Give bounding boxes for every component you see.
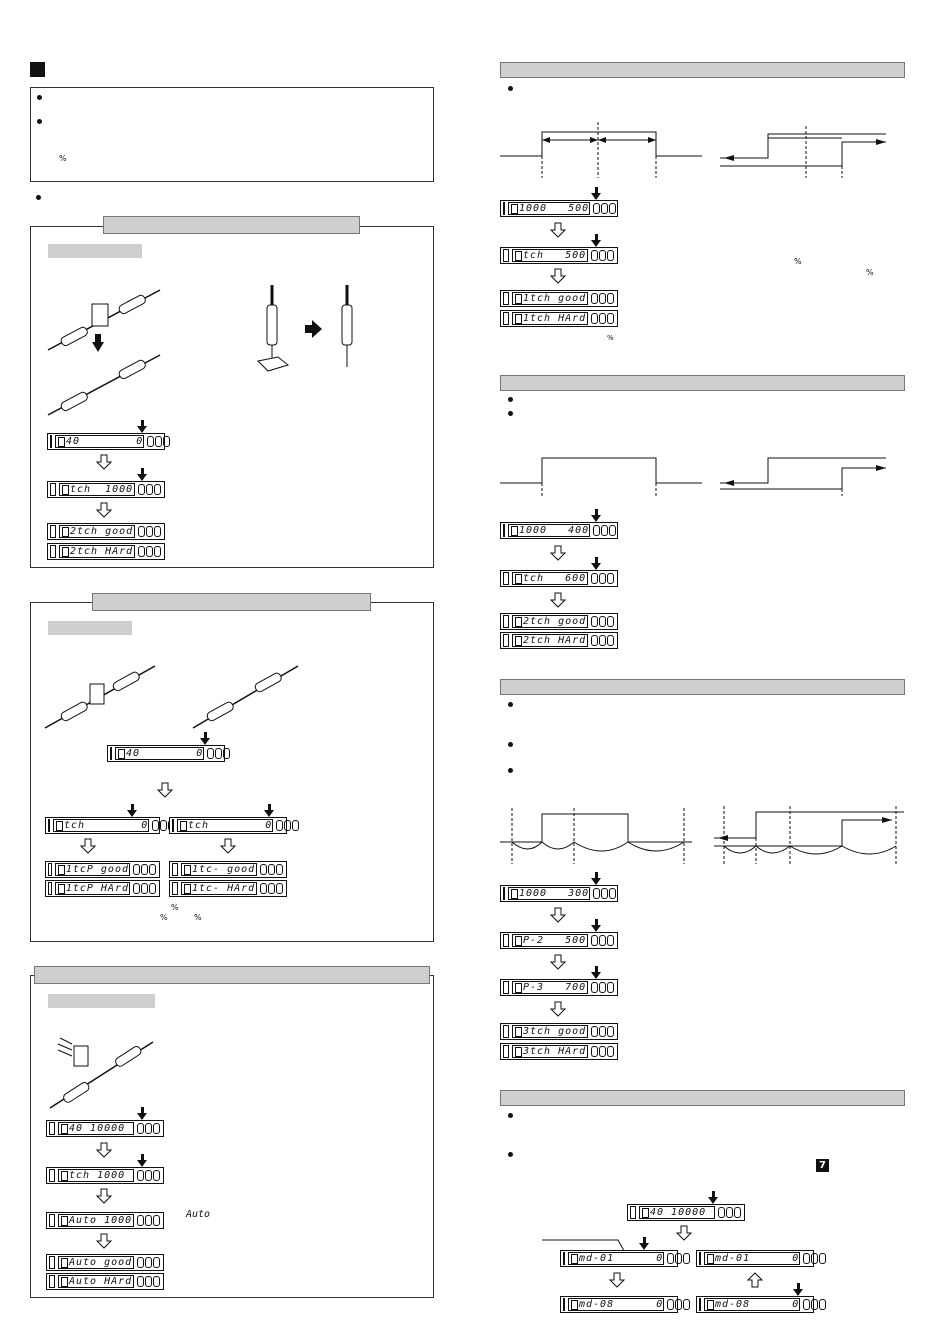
press-arrow-icon xyxy=(591,193,601,200)
lcd-display xyxy=(107,745,225,762)
lcd-display xyxy=(46,1167,164,1184)
lcd-display xyxy=(47,523,165,540)
press-arrow-icon xyxy=(591,878,601,885)
lcd-text: Auto 1000 xyxy=(58,1214,134,1227)
lcd-display xyxy=(500,613,618,630)
next-arrow-icon xyxy=(550,268,566,284)
lcd-text: 3tch HArd xyxy=(512,1045,588,1058)
lcd-text: tch 1000 xyxy=(59,483,135,496)
next-arrow-icon xyxy=(96,1188,112,1204)
press-arrow-icon xyxy=(137,474,147,481)
probe-illustration xyxy=(250,285,370,375)
lcd-display xyxy=(500,632,618,649)
lcd-text: P-2 500 xyxy=(512,934,588,947)
lcd-display xyxy=(696,1296,814,1313)
bullet xyxy=(37,95,42,100)
press-arrow-icon xyxy=(200,738,210,745)
press-arrow-icon xyxy=(137,426,147,433)
lcd-text: 1000 300 xyxy=(508,887,590,900)
lcd-display xyxy=(46,1273,164,1290)
bullet xyxy=(508,397,513,402)
percent-sign: % xyxy=(171,903,179,912)
timing-diagram xyxy=(712,806,906,864)
lcd-text: 3tch good xyxy=(512,1025,588,1038)
fiber-illustration xyxy=(40,660,170,732)
lcd-display xyxy=(500,979,618,996)
lcd-text: Auto HArd xyxy=(58,1275,134,1288)
lcd-text: 40 0 xyxy=(115,747,204,760)
press-arrow-icon xyxy=(127,810,137,817)
lcd-display xyxy=(169,861,287,878)
press-arrow-icon xyxy=(591,240,601,247)
bullet xyxy=(37,119,42,124)
next-arrow-icon xyxy=(96,502,112,518)
lcd-text: 1tc- HArd xyxy=(181,882,257,895)
lcd-display xyxy=(500,522,618,539)
timing-diagram xyxy=(718,456,890,496)
lcd-display xyxy=(500,310,618,327)
lcd-display xyxy=(560,1250,678,1267)
bullet xyxy=(508,411,513,416)
lcd-display xyxy=(45,861,160,878)
press-arrow-icon xyxy=(591,515,601,522)
lcd-text: tch 1000 xyxy=(58,1169,134,1182)
lcd-display xyxy=(500,247,618,264)
lcd-text: 2tch HArd xyxy=(59,545,135,558)
lcd-display xyxy=(696,1250,814,1267)
lcd-text: 40 0 xyxy=(55,435,144,448)
percent-sign: % xyxy=(607,334,614,342)
lcd-text: 1000 500 xyxy=(508,202,590,215)
sub-header xyxy=(48,244,142,258)
lcd-display xyxy=(169,880,287,897)
lcd-display xyxy=(46,1254,164,1271)
lcd-display xyxy=(500,1023,618,1040)
bullet xyxy=(508,1113,513,1118)
bullet xyxy=(508,1152,513,1157)
next-arrow-icon xyxy=(80,838,96,854)
lcd-display xyxy=(169,817,287,834)
bullet xyxy=(508,742,513,747)
section-header xyxy=(500,375,905,391)
percent-sign: % xyxy=(794,257,802,266)
section-header xyxy=(500,62,905,78)
press-arrow-icon xyxy=(591,563,601,570)
section-marker xyxy=(30,62,45,77)
lcd-display xyxy=(500,200,618,217)
press-arrow-icon xyxy=(708,1197,718,1204)
lcd-display xyxy=(46,1212,164,1229)
sub-header xyxy=(48,621,132,635)
auto-label: Auto xyxy=(186,1209,211,1220)
percent-sign: % xyxy=(160,913,168,922)
next-arrow-icon xyxy=(96,1142,112,1158)
lcd-text: tch 0 xyxy=(177,819,273,832)
notes-box xyxy=(30,87,434,182)
press-arrow-icon xyxy=(137,1160,147,1167)
lcd-text: P-3 700 xyxy=(512,981,588,994)
lcd-text: md-08 0 xyxy=(704,1298,800,1311)
lcd-text: md-08 0 xyxy=(568,1298,664,1311)
fiber-illustration xyxy=(40,280,170,420)
moving-object-illustration xyxy=(48,1030,158,1110)
next-arrow-icon xyxy=(550,954,566,970)
timing-diagram xyxy=(718,122,890,178)
percent-sign: % xyxy=(194,913,202,922)
lcd-display xyxy=(45,817,160,834)
up-arrow-icon xyxy=(747,1272,763,1288)
box-header xyxy=(103,216,360,234)
next-arrow-icon xyxy=(550,907,566,923)
lcd-text: 40 10000 xyxy=(58,1122,134,1135)
bullet xyxy=(508,702,513,707)
next-arrow-icon xyxy=(550,1001,566,1017)
next-arrow-icon xyxy=(220,838,236,854)
lcd-display xyxy=(45,880,160,897)
lcd-display xyxy=(46,1120,164,1137)
section-number-badge: 7 xyxy=(816,1159,829,1172)
press-arrow-icon xyxy=(264,810,274,817)
press-arrow-icon xyxy=(591,925,601,932)
bullet xyxy=(36,195,41,200)
press-arrow-icon xyxy=(793,1289,803,1296)
next-arrow-icon xyxy=(157,782,173,798)
lcd-text: 2tch good xyxy=(59,525,135,538)
press-arrow-icon xyxy=(591,972,601,979)
lcd-text: 2tch HArd xyxy=(512,634,588,647)
timing-diagram xyxy=(498,122,708,178)
timing-diagram xyxy=(498,808,698,864)
next-arrow-icon xyxy=(96,454,112,470)
next-arrow-icon xyxy=(550,545,566,561)
lcd-display xyxy=(47,433,165,450)
lcd-display xyxy=(500,570,618,587)
lcd-display xyxy=(500,290,618,307)
bullet xyxy=(508,768,513,773)
lcd-text: 1000 400 xyxy=(508,524,590,537)
lcd-text: md-01 0 xyxy=(704,1252,800,1265)
press-arrow-icon xyxy=(639,1243,649,1250)
next-arrow-icon xyxy=(550,592,566,608)
box-header xyxy=(92,593,371,611)
lcd-text: 1tch good xyxy=(512,292,588,305)
lcd-text: tch 600 xyxy=(512,572,588,585)
lcd-display xyxy=(560,1296,678,1313)
lcd-text: tch 500 xyxy=(512,249,588,262)
lcd-text: Auto good xyxy=(58,1256,134,1269)
lcd-text: tch 0 xyxy=(53,819,149,832)
lcd-text: md-01 0 xyxy=(568,1252,664,1265)
next-arrow-icon xyxy=(550,222,566,238)
fiber-illustration xyxy=(188,660,308,732)
next-arrow-icon xyxy=(676,1225,692,1241)
bullet xyxy=(508,86,513,91)
box-header xyxy=(34,966,430,984)
lcd-text: 1tc- good xyxy=(181,863,257,876)
lcd-text: 1tcP HArd xyxy=(55,882,130,895)
lcd-display xyxy=(47,481,165,498)
lcd-display xyxy=(500,932,618,949)
section-header xyxy=(500,1090,905,1106)
lcd-text: 1tch HArd xyxy=(512,312,588,325)
lcd-display xyxy=(500,885,618,902)
sub-header xyxy=(48,994,155,1008)
next-arrow-icon xyxy=(609,1272,625,1288)
percent-sign: % xyxy=(59,154,67,163)
lcd-text: 40 10000 xyxy=(639,1206,715,1219)
timing-diagram xyxy=(498,456,708,496)
press-arrow-icon xyxy=(137,1113,147,1120)
section-header xyxy=(500,679,905,695)
lcd-display xyxy=(627,1204,745,1221)
lcd-display xyxy=(500,1043,618,1060)
next-arrow-icon xyxy=(96,1233,112,1249)
lcd-text: 2tch good xyxy=(512,615,588,628)
lcd-display xyxy=(47,543,165,560)
lcd-text: 1tcP good xyxy=(55,863,130,876)
percent-sign: % xyxy=(866,268,874,277)
